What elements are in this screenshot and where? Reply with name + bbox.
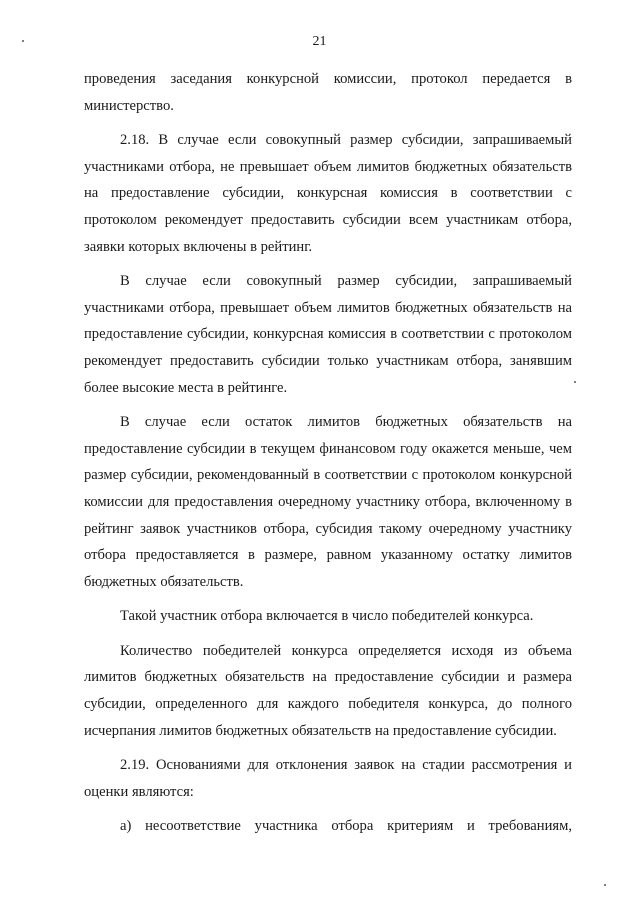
scan-speck (574, 381, 576, 383)
paragraph: В случае если остаток лимитов бюджетных обязательств на предоставление субсидии в текущем финансовом году окажется меньше, чем размер субсидии, рекомендованный в соответствии с протоколом конкурсной комиссии для предоставления очередному участнику отбора, включенному в рейтинг заявок участников отбора, субсидия такому очередному участнику отбора предоставляется в размере, равном указанному остатку лимитов бюджетных обязательств. (84, 414, 572, 590)
scan-speck (604, 884, 606, 886)
paragraph: а) несоответствие участника отбора критериям и требованиям, (120, 818, 572, 835)
paragraph: 2.18. В случае если совокупный размер субсидии, запрашиваемый участниками отбора, не превышает объем лимитов бюджетных обязательств на предоставление субсидии, конкурсная комиссия в соответствии с протоколом рекомендует предоставить субсидии всем участникам отбора, заявки которых включены в рейтинг. (84, 132, 572, 255)
paragraph: Количество победителей конкурса определяется исходя из объема лимитов бюджетных обязательств на предоставление субсидии и размера субсидии, определенного для каждого победителя конкурса, до полного исчерпания лимитов бюджетных обязательств на предоставление субсидии. (84, 642, 572, 739)
paragraph: В случае если совокупный размер субсидии, запрашиваемый участниками отбора, превышает объем лимитов бюджетных обязательств на предоставление субсидии, конкурсная комиссия в соответствии с протоколом рекомендует предоставить субсидии только участникам отбора, занявшим более высокие места в рейтинге. (84, 273, 572, 396)
paragraph: Такой участник отбора включается в число победителей конкурса. (120, 608, 534, 625)
document-body (84, 66, 572, 840)
paragraph: проведения заседания конкурсной комиссии, протокол передается в министерство. (84, 71, 572, 114)
page-number: 21 (312, 34, 327, 49)
paragraph: 2.19. Основаниями для отклонения заявок на стадии рассмотрения и оценки являются: (84, 757, 572, 800)
